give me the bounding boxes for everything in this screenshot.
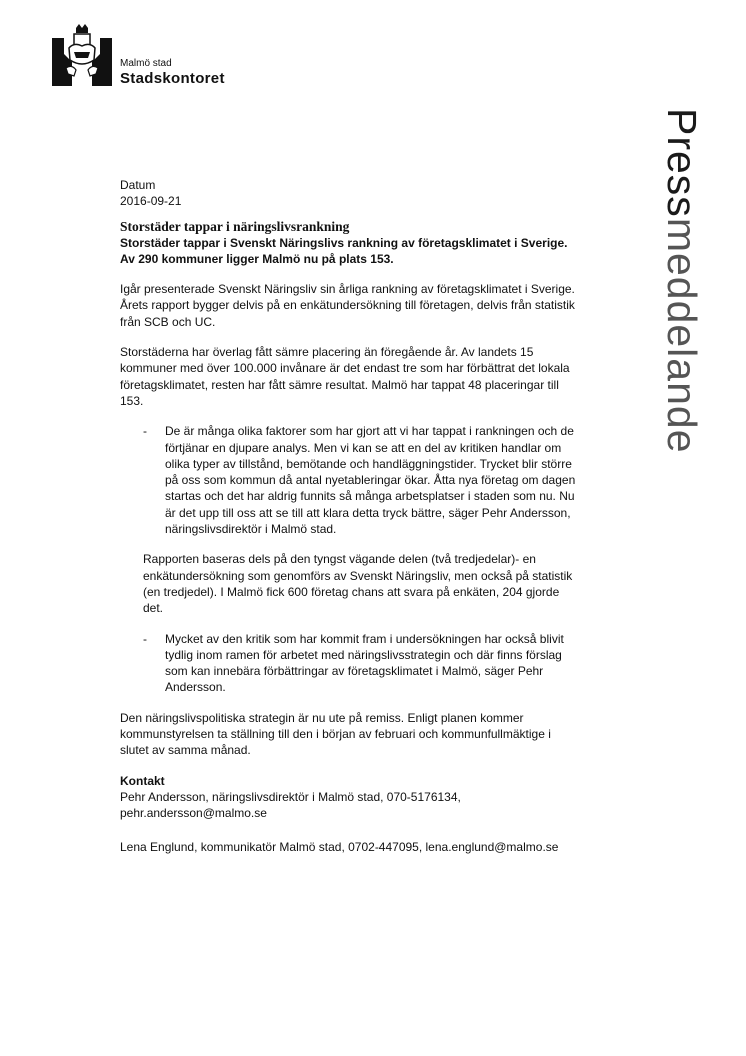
headline: Storstäder tappar i näringslivsrankning [120, 218, 350, 234]
body-paragraph: Den näringslivspolitiska strategin är nu ute på remiss. Enligt planen kommer kommunstyrelsen ta ställning till den i början av februari och kommunfullmäktige i slutet av samma månad. [120, 710, 551, 758]
body-paragraph: Igår presenterade Svenskt Näringsliv sin årliga rankning av företagsklimatet i Sverige. Årets rapport bygger delvis på en enkätundersökning till företagen, delvis från statistik från SCB och UC. [120, 282, 575, 329]
quote-text: De är många olika faktorer som har gjort att vi har tappat i rankningen och de förtjänar en djupare analys. Men vi kan se att en del av kritiken handlar om olika typer av tillstånd, bemötande och handläggningstider. Trycket blir större på oss som kommun då antal nyetableringar ökar. Åtta nya företag om dagen startas och det har aldrig funnits så många arbetsplatser i staden som nu. Nu är det upp till oss att se till att klara detta tryck bättre, säger Pehr Andersson, näringslivsdirektör i Malmö stad. [165, 424, 576, 537]
press-label-part1: Press [659, 108, 705, 218]
contact-line: Lena Englund, kommunikatör Malmö stad, 0702-447095, lena.englund@malmo.se [120, 839, 559, 854]
quote-text: Mycket av den kritik som har kommit fram i undersökningen har också blivit tydlig inom ramen för arbetet med näringslivsstrategin och där finns förslag som kan innebära förbättringar av företagsklimatet i Malmö, säger Pehr Andersson. [165, 631, 564, 695]
contact-heading: Kontakt [120, 773, 165, 788]
contact-line: Pehr Andersson, näringslivsdirektör i Malmö stad, 070-5176134, [120, 789, 461, 804]
org-name-small: Malmö stad [120, 58, 172, 69]
quote-dash: - [143, 631, 147, 646]
body-paragraph: Rapporten baseras dels på den tyngst vägande delen (två tredjedelar)- en enkätundersökning som genomförs av Svenskt Näringsliv, men också på statistik (en tredjedel). I Malmö fick 600 företag chans att svara på enkäten, 204 gjorde det. [143, 552, 573, 616]
lead-paragraph: Storstäder tappar i Svenskt Näringslivs rankning av företagsklimatet i Sverige. Av 290 kommuner ligger Malmö nu på plats 153. [120, 235, 568, 266]
press-label-part2: meddelande [659, 217, 705, 454]
quote-paragraph [143, 631, 580, 696]
press-release-body [120, 177, 580, 855]
quote-dash: - [143, 424, 147, 439]
body-paragraph: Storstäderna har överlag fått sämre placering än föregående år. Av landets 15 kommuner med över 100.000 invånare är det endast tre som har förbättrat det lokala företagsklimatet, resten har fått sämre resultat. Malmö har tappat 48 placeringar till 153. [120, 345, 570, 408]
date-value: 2016-09-21 [120, 194, 182, 209]
org-name-department: Stadskontoret [120, 70, 225, 87]
press-release-label [656, 108, 704, 548]
quote-paragraph [143, 423, 580, 537]
date-label: Datum [120, 178, 156, 192]
malmo-stad-logo [52, 24, 112, 86]
contact-email[interactable]: pehr.andersson@malmo.se [120, 806, 267, 821]
